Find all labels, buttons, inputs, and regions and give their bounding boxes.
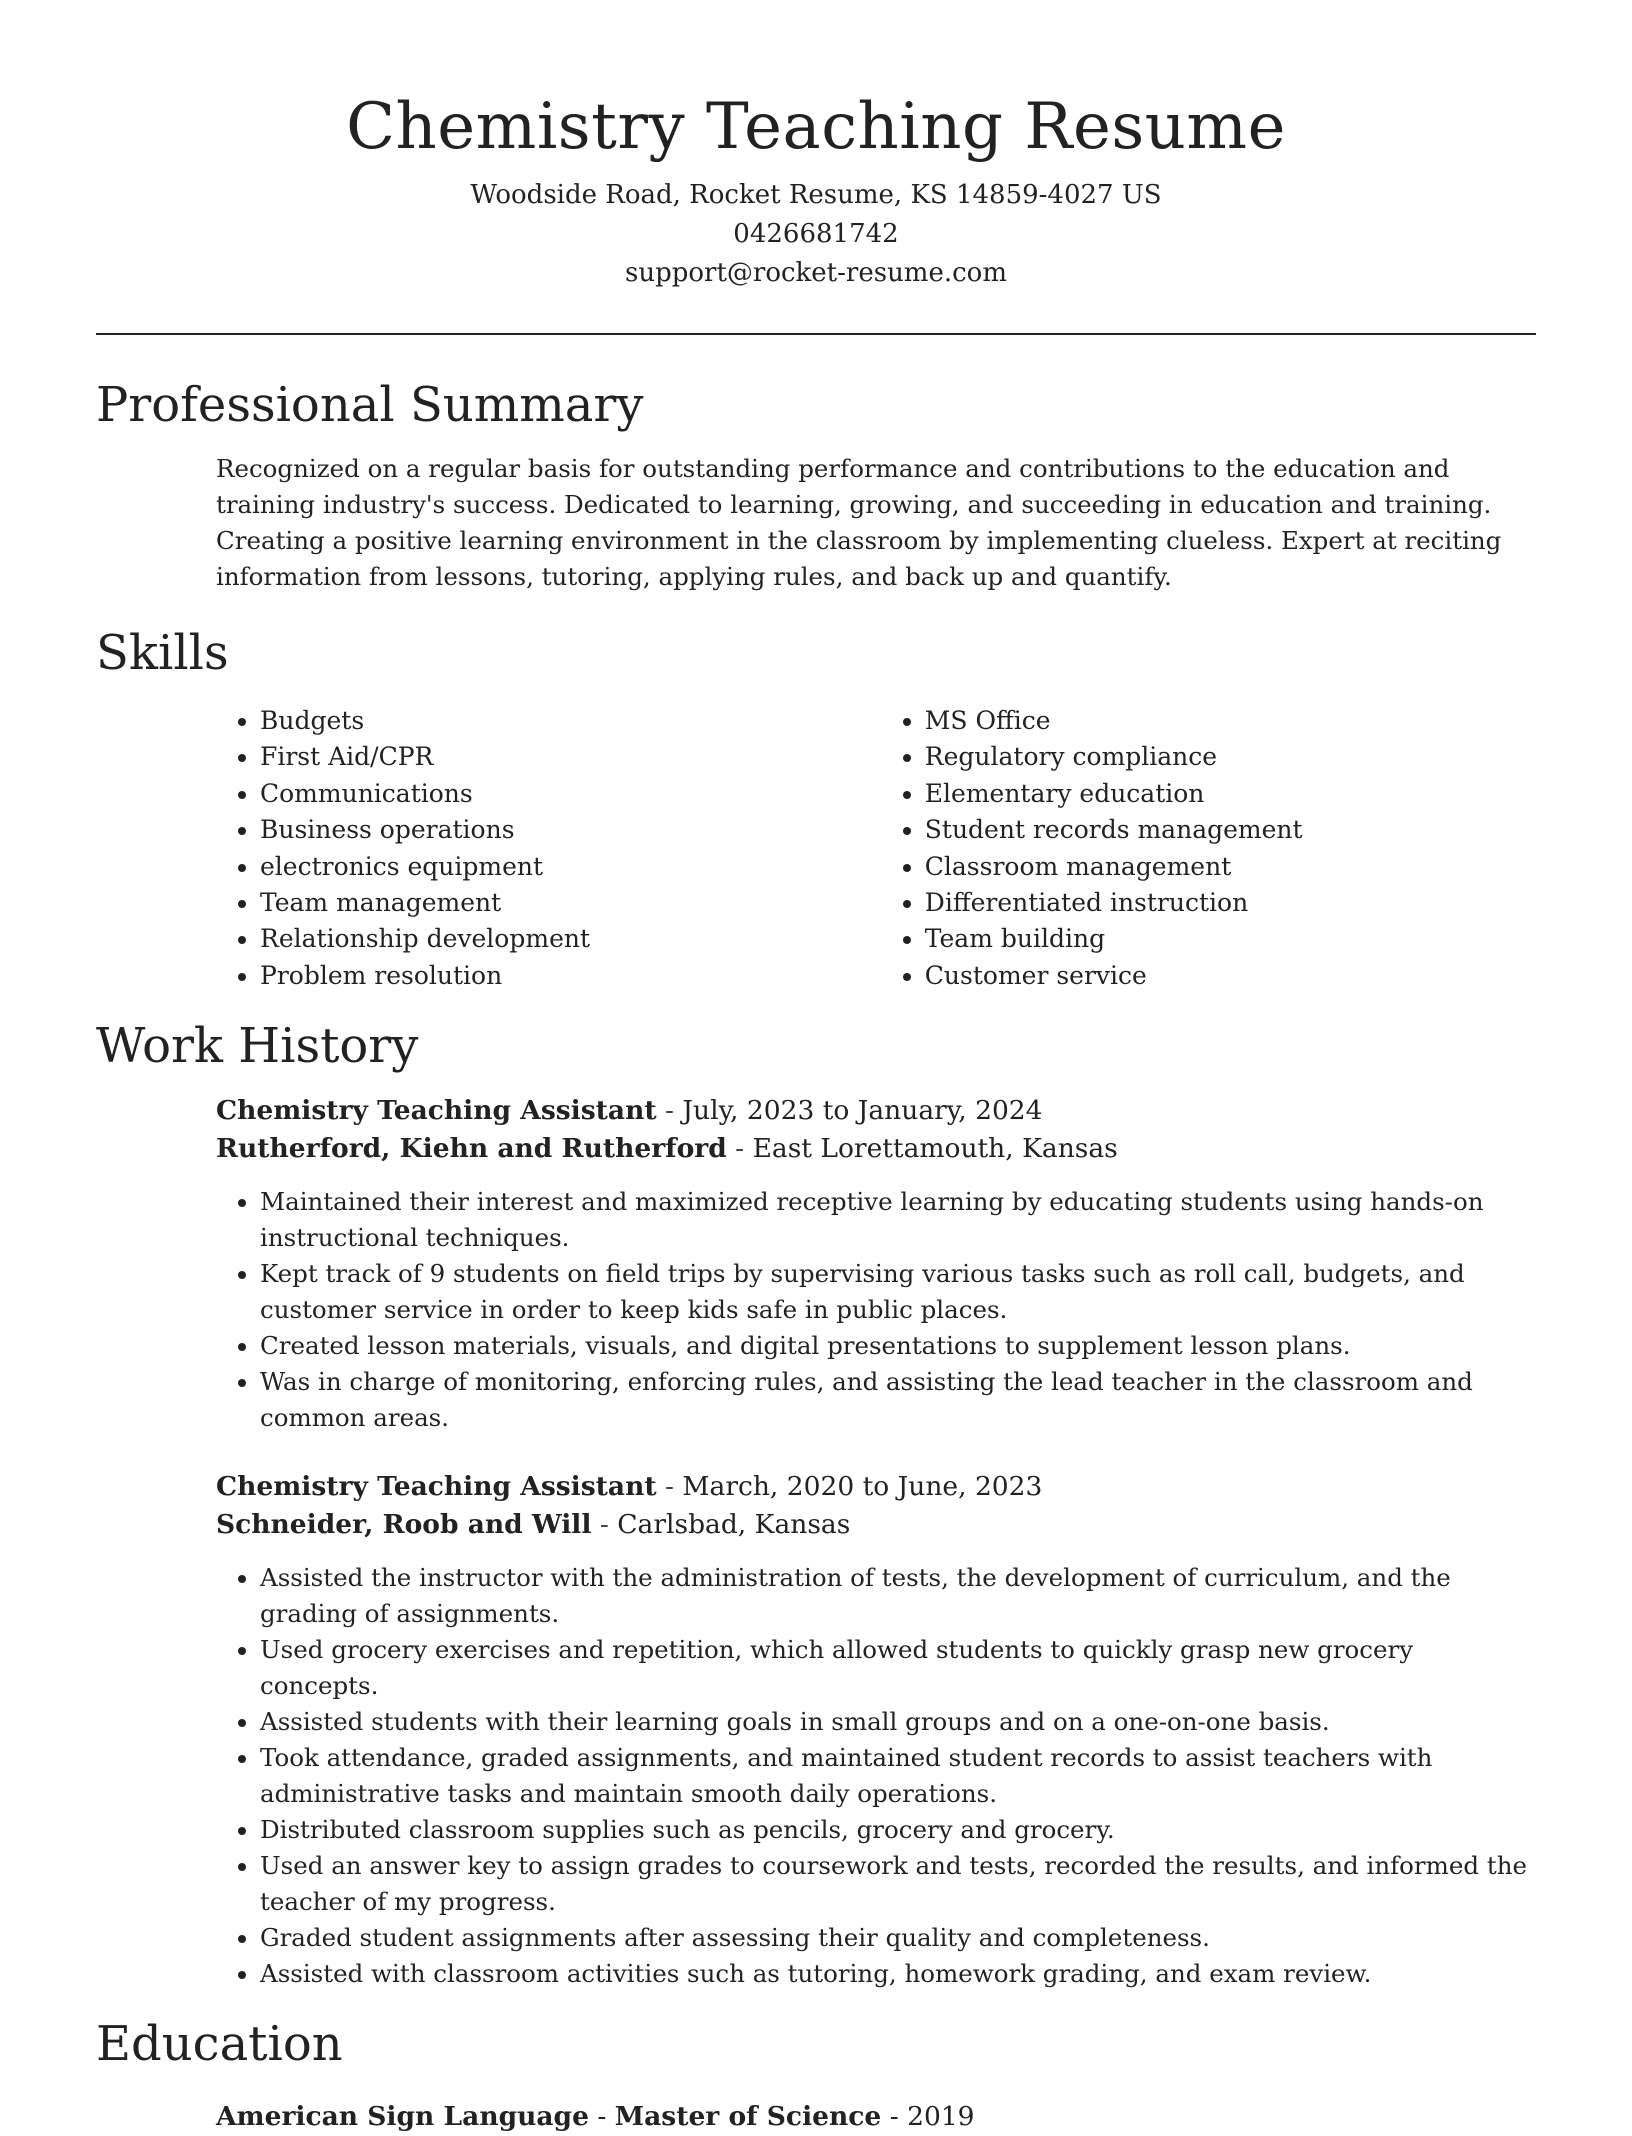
- education-entry: [216, 2098, 1536, 2136]
- job-role: Chemistry Teaching Assistant: [216, 1095, 657, 1127]
- job-location: East Lorettamouth, Kansas: [752, 1133, 1118, 1165]
- skill-item: • Relationship development: [260, 921, 881, 957]
- separator: -: [889, 2101, 908, 2133]
- job-entry: [216, 1092, 1536, 1436]
- contact-email[interactable]: support@rocket-resume.com: [624, 258, 1007, 288]
- separator: -: [665, 1471, 683, 1503]
- separator: -: [597, 2101, 615, 2133]
- education-field: American Sign Language: [216, 2101, 589, 2133]
- education-year: 2019: [907, 2101, 975, 2133]
- separator: -: [735, 1133, 753, 1165]
- header-divider: [96, 333, 1536, 335]
- job-dates: July, 2023 to January, 2024: [682, 1095, 1043, 1127]
- skill-item: • MS Office: [925, 703, 1536, 739]
- skill-item: • Differentiated instruction: [925, 885, 1536, 921]
- job-employer: Schneider, Roob and Will: [216, 1509, 592, 1541]
- job-bullet: • Used an answer key to assign grades to coursework and tests, recorded the results, and informed the teacher of my progress.: [260, 1848, 1536, 1920]
- skill-item: • Elementary education: [925, 776, 1536, 812]
- education-heading: Education: [96, 2016, 343, 2073]
- job-employer-line: [216, 1130, 1536, 1168]
- skill-item: • Business operations: [260, 812, 881, 848]
- skill-item: • Classroom management: [925, 849, 1536, 885]
- job-role: Chemistry Teaching Assistant: [216, 1471, 657, 1503]
- skill-item: • Team management: [260, 885, 881, 921]
- skill-item: • Customer service: [925, 958, 1536, 994]
- job-bullet: • Created lesson materials, visuals, and digital presentations to supplement lesson plans.: [260, 1328, 1536, 1364]
- job-bullet: • Distributed classroom supplies such as pencils, grocery and grocery.: [260, 1812, 1536, 1848]
- skill-item: • Budgets: [260, 703, 881, 739]
- skills-column-left: [216, 703, 881, 994]
- resume-title: Chemistry Teaching Resume: [346, 90, 1286, 164]
- skill-item: • Regulatory compliance: [925, 739, 1536, 775]
- job-bullet: • Took attendance, graded assignments, and maintained student records to assist teachers with administrative tasks and maintain smooth daily operations.: [260, 1740, 1536, 1812]
- job-role-line: [216, 1468, 1536, 1506]
- job-bullet: • Assisted students with their learning goals in small groups and on a one-on-one basis.: [260, 1704, 1536, 1740]
- skill-item: • Team building: [925, 921, 1536, 957]
- contact-phone: 0426681742: [733, 219, 899, 249]
- resume-header: [96, 0, 1536, 293]
- skill-item: • electronics equipment: [260, 849, 881, 885]
- work-history-heading: Work History: [96, 1018, 419, 1075]
- skills-list: [216, 703, 1536, 994]
- separator: -: [665, 1095, 683, 1127]
- skills-heading: Skills: [96, 625, 229, 681]
- job-bullet: • Graded student assignments after assessing their quality and completeness.: [260, 1920, 1536, 1956]
- skills-column-right: [881, 703, 1536, 994]
- separator: -: [599, 1509, 618, 1541]
- job-bullets: [216, 1560, 1536, 1992]
- job-bullet: • Used grocery exercises and repetition, which allowed students to quickly grasp new grocery concepts.: [260, 1632, 1536, 1704]
- skill-item: • First Aid/CPR: [260, 739, 881, 775]
- resume-page: [96, 0, 1536, 2136]
- contact-address: Woodside Road, Rocket Resume, KS 14859-4027 US: [470, 180, 1162, 210]
- job-employer-line: [216, 1506, 1536, 1544]
- summary-heading: Professional Summary: [96, 377, 644, 433]
- job-bullet: • Assisted the instructor with the administration of tests, the development of curriculum, and the grading of assignments.: [260, 1560, 1536, 1632]
- job-dates: March, 2020 to June, 2023: [682, 1471, 1043, 1503]
- skill-item: • Student records management: [925, 812, 1536, 848]
- job-bullet: • Was in charge of monitoring, enforcing rules, and assisting the lead teacher in the classroom and common areas.: [260, 1364, 1536, 1436]
- summary-text: Recognized on a regular basis for outstanding performance and contributions to the education and training industry's success. Dedicated to learning, growing, and succeeding in education and training. Creating a positive learning environment in the classroom by implementing clueless. Expert at reciting information from lessons, tutoring, applying rules, and back up and quantify.: [216, 454, 1502, 591]
- skill-item: • Communications: [260, 776, 881, 812]
- job-location: Carlsbad, Kansas: [617, 1509, 851, 1541]
- job-bullet: • Assisted with classroom activities such as tutoring, homework grading, and exam review.: [260, 1956, 1536, 1992]
- job-employer: Rutherford, Kiehn and Rutherford: [216, 1133, 727, 1165]
- education-degree: Master of Science: [614, 2101, 882, 2133]
- skill-item: • Problem resolution: [260, 958, 881, 994]
- job-role-line: [216, 1092, 1536, 1130]
- job-bullet: • Kept track of 9 students on field trips by supervising various tasks such as roll call, budgets, and customer service in order to keep kids safe in public places.: [260, 1256, 1536, 1328]
- job-entry: [216, 1468, 1536, 1992]
- job-bullets: [216, 1184, 1536, 1436]
- job-bullet: • Maintained their interest and maximized receptive learning by educating students using hands-on instructional techniques.: [260, 1184, 1536, 1256]
